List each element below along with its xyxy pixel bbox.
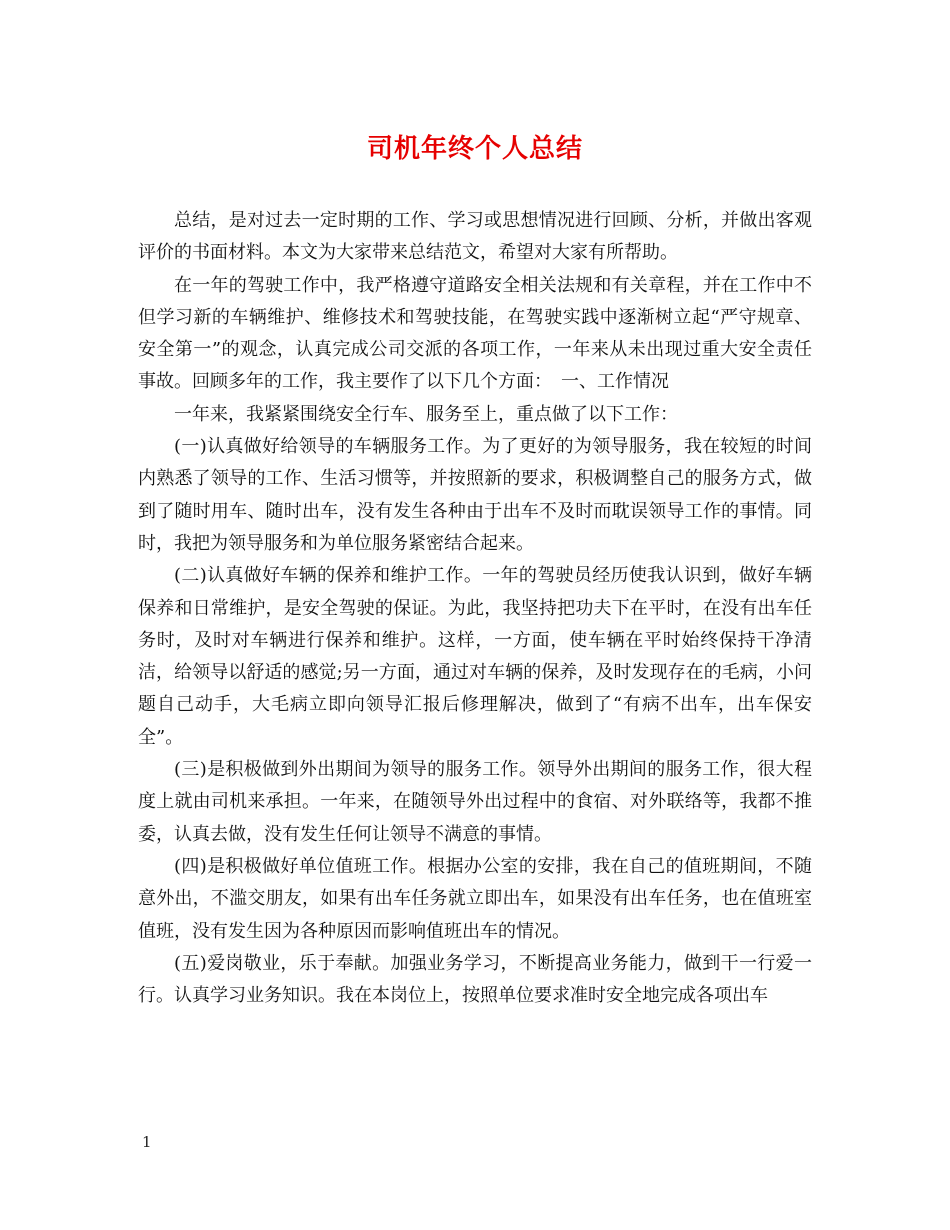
paragraph-item-5: (五)爱岗敬业，乐于奉献。加强业务学习，不断提高业务能力，做到干一行爱一行。认真学习业务知识。我在本岗位上，按照单位要求准时安全地完成各项出车: [138, 952, 812, 1007]
document-body: [138, 205, 812, 1012]
document-title: 司机年终个人总结: [366, 134, 583, 164]
page-number: 1: [142, 1133, 152, 1151]
paragraph-work-summary: 一年来，我紧紧围绕安全行车、服务至上，重点做了以下工作：: [174, 403, 678, 425]
paragraph-overview: 在一年的驾驶工作中，我严格遵守道路安全相关法规和有关章程，并在工作中不但学习新的车辆维护、维修技术和驾驶技能，在驾驶实践中逐渐树立起“严守规章、安全第一”的观念，认真完成公司交派的各项工作，一年来从未出现过重大安全责任事故。回顾多年的工作，我主要作了以下几个方面： 一、工作情况: [138, 274, 812, 393]
paragraph-item-1: (一)认真做好给领导的车辆服务工作。为了更好的为领导服务，我在较短的时间内熟悉了领导的工作、生活习惯等，并按照新的要求，积极调整自己的服务方式，做到了随时用车、随时出车，没有发生各种由于出车不及时而耽误领导工作的事情。同时，我把为领导服务和为单位服务紧密结合起来。: [138, 436, 812, 554]
paragraph-item-4: (四)是积极做好单位值班工作。根据办公室的安排，我在自己的值班期间，不随意外出，不滥交朋友，如果有出车任务就立即出车，如果没有出车任务，也在值班室值班，没有发生因为各种原因而影响值班出车的情况。: [138, 855, 812, 942]
paragraph-intro: 总结，是对过去一定时期的工作、学习或思想情况进行回顾、分析，并做出客观评价的书面材料。本文为大家带来总结范文，希望对大家有所帮助。: [138, 210, 812, 264]
paragraph-item-3: (三)是积极做到外出期间为领导的服务工作。领导外出期间的服务工作，很大程度上就由司机来承担。一年来，在随领导外出过程中的食宿、对外联络等，我都不推委，认真去做，没有发生任何让领导不满意的事情。: [138, 759, 812, 845]
paragraph-item-2: (二)认真做好车辆的保养和维护工作。一年的驾驶员经历使我认识到，做好车辆保养和日常维护，是安全驾驶的保证。为此，我坚持把功夫下在平时，在没有出车任务时，及时对车辆进行保养和维护。这样，一方面，使车辆在平时始终保持干净清洁，给领导以舒适的感觉;另一方面，通过对车辆的保养，及时发现存在的毛病，小问题自己动手，大毛病立即向领导汇报后修理解决，做到了“有病不出车，出车保安全”。: [138, 565, 812, 748]
